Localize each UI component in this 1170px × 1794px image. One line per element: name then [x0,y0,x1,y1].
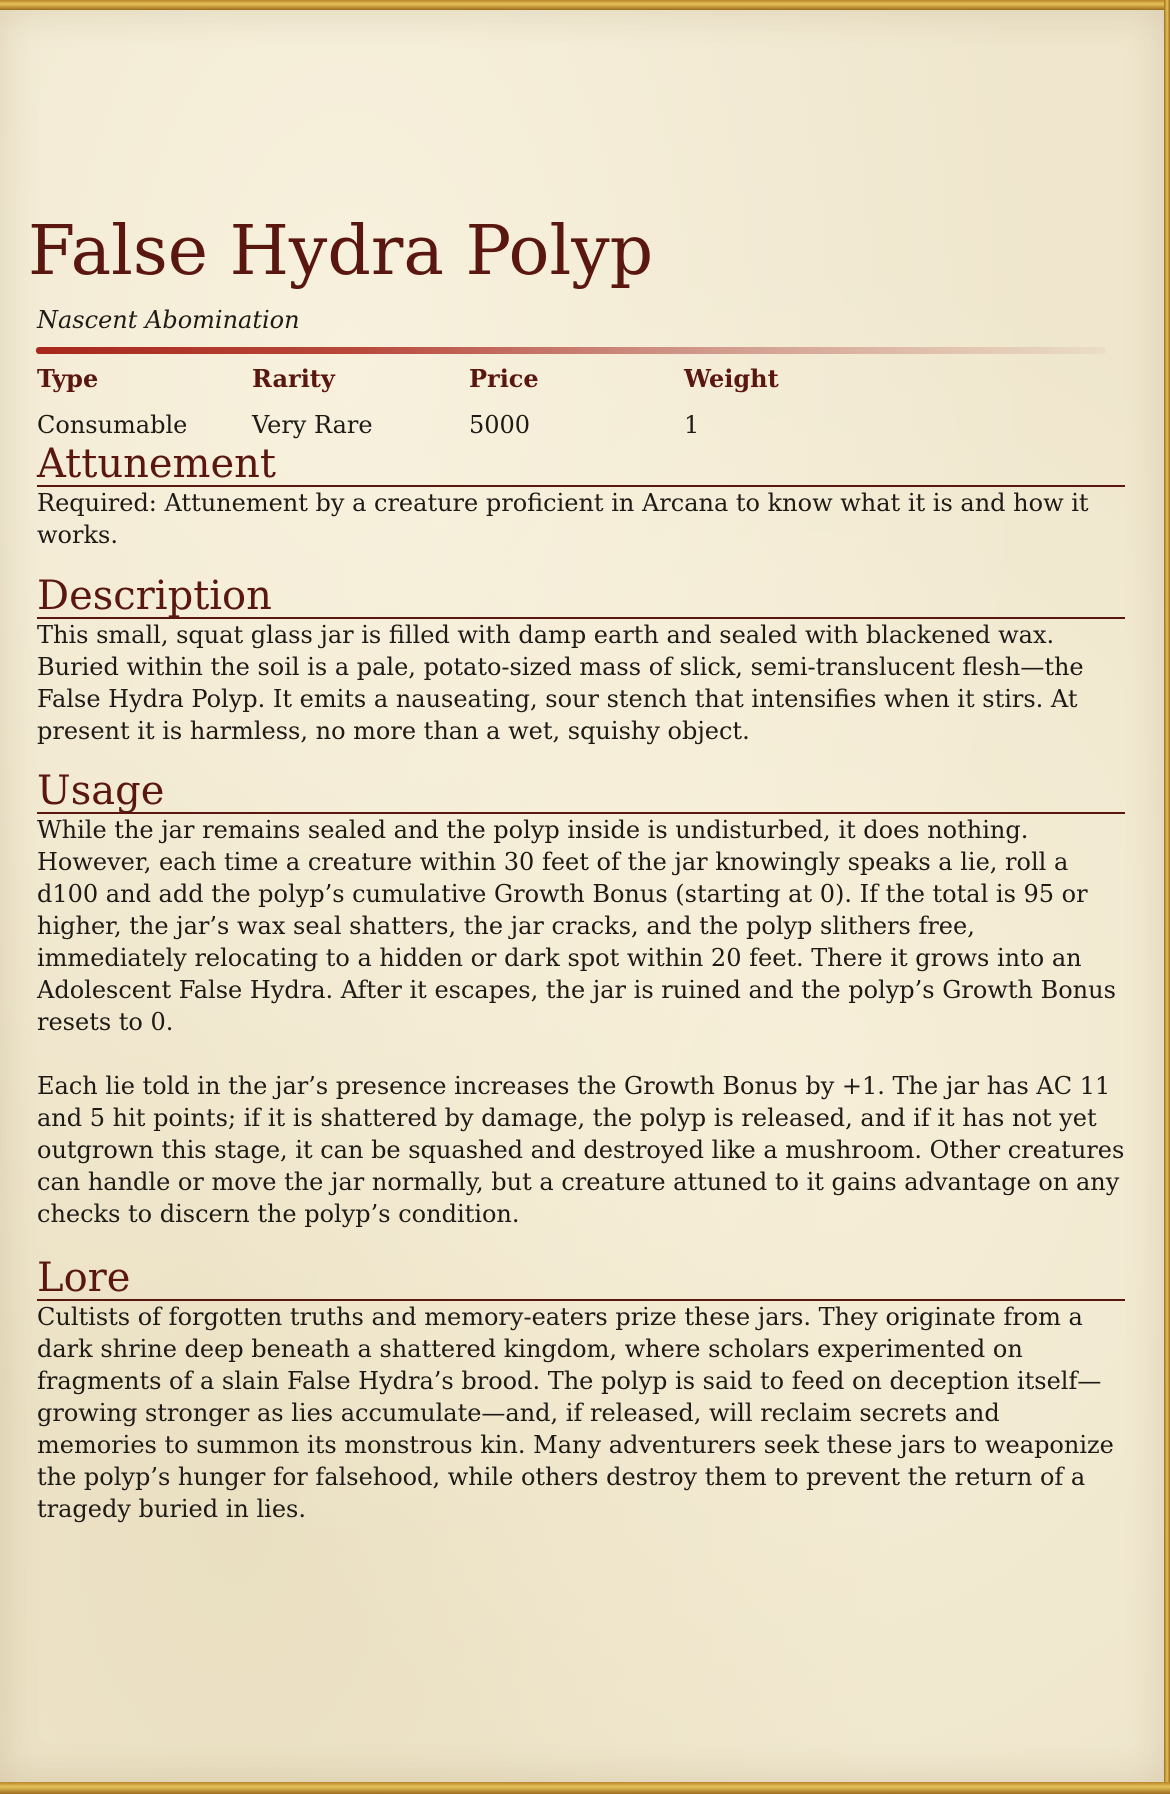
section-body [37,814,1125,1230]
section-body [37,619,1125,747]
stat-value: 5000 [469,411,531,439]
item-title: False Hydra Polyp [28,212,654,291]
stat-label: Type [37,364,99,393]
gold-border-right [1164,0,1170,1794]
paragraph: While the jar remains sealed and the polyp inside is undisturbed, it does nothing. However, each time a creature within 30 feet of the jar knowingly speaks a lie, roll a d100 and add the polyp’s cumulative Growth Bonus (starting at 0). If the total is 95 or higher, the jar’s wax seal shatters, the jar cracks, and the polyp slithers free, immediately relocating to a hidden or dark spot within 20 feet. There it grows into an Adolescent False Hydra. After it escapes, the jar is ruined and the polyp’s Growth Bonus resets to 0. [37,816,1116,1036]
section-attunement [37,443,1125,551]
section-body [37,1301,1125,1525]
section-heading: Attunement [37,443,1125,487]
stat-type [37,362,247,442]
parchment-page [0,10,1164,1782]
section-heading: Lore [37,1257,1125,1301]
stat-value: Consumable [37,411,188,439]
stat-rarity [252,362,462,442]
stat-weight [684,362,894,442]
paragraph: This small, squat glass jar is filled with damp earth and sealed with blackened wax. Buried within the soil is a pale, potato-sized mass of slick, semi-translucent flesh—the False Hydra Polyp. It emits a nauseating, sour stench that intensifies when it stirs. At present it is harmless, no more than a wet, squishy object. [37,621,1084,745]
section-usage [37,770,1125,1230]
section-heading: Usage [37,770,1125,814]
paragraph: Cultists of forgotten truths and memory-eaters prize these jars. They originate from a dark shrine deep beneath a shattered kingdom, where scholars experimented on fragments of a slain False Hydra’s brood. The polyp is said to feed on deception itself—growing stronger as lies accumulate—and, if released, will reclaim secrets and memories to summon its monstrous kin. Many adventurers seek these jars to weaponize the polyp’s hunger for falsehood, while others destroy them to prevent the return of a tragedy buried in lies. [37,1303,1114,1523]
stat-value: 1 [684,411,700,439]
section-description [37,575,1125,747]
paragraph: Required: Attunement by a creature proficient in Arcana to know what it is and how it works. [37,489,1089,549]
section-lore [37,1257,1125,1525]
title-divider [36,347,1106,354]
gold-border-top [0,0,1170,10]
stat-label: Price [469,364,539,393]
stat-label: Weight [684,364,779,393]
stat-value: Very Rare [252,411,373,439]
stat-label: Rarity [252,364,335,393]
section-heading: Description [37,575,1125,619]
item-subtitle: Nascent Abomination [37,306,300,334]
gold-border-bottom [0,1782,1170,1794]
section-body [37,487,1125,551]
paragraph: Each lie told in the jar’s presence increases the Growth Bonus by +1. The jar has AC 11 and 5 hit points; if it is shattered by damage, the polyp is released, and if it has not yet outgrown this stage, it can be squashed and destroyed like a mushroom. Other creatures can handle or move the jar normally, but a creature attuned to it gains advantage on any checks to discern the polyp’s condition. [37,1072,1125,1228]
stat-price [469,362,679,442]
